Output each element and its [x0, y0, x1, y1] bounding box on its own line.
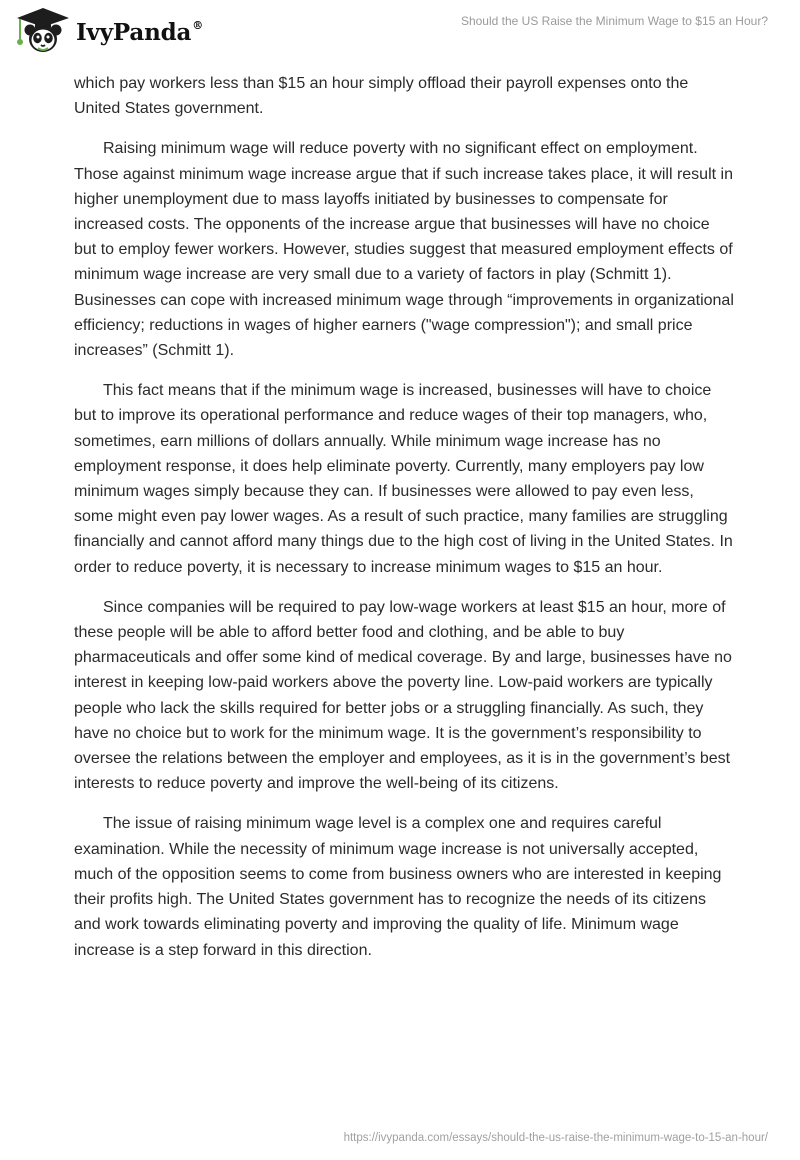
page-header: [0, 0, 800, 64]
document-title: Should the US Raise the Minimum Wage to $15 an Hour?: [460, 14, 768, 28]
essay-body: [74, 71, 734, 978]
source-url-link[interactable]: https://ivypanda.com/essays/should-the-us-raise-the-minimum-wage-to-15-an-hour/: [343, 1132, 768, 1144]
paragraph-3: This fact means that if the minimum wage is increased, businesses will have to choice but to improve its operational performance and reduce wages of their top managers, who, sometimes, earn millions of dollars annually. While minimum wage increase has no employment response, it does help eliminate poverty. Currently, many employers pay low minimum wages simply because they can. If businesses were allowed to pay even less, some might even pay lower wages. As a result of such practice, many families are struggling financially and cannot afford many things due to the high cost of living in the United States. In order to reduce poverty, it is necessary to increase minimum wages to $15 an hour.: [74, 382, 733, 576]
paragraph-5: The issue of raising minimum wage level is a complex one and requires careful examination. While the necessity of minimum wage increase is not universally accepted, much of the opposition seems to come from business owners who are interested in keeping their profits high. The United States government has to recognize the needs of its citizens and work towards eliminating poverty and improving the quality of life. Minimum wage increase is a step forward in this direction.: [74, 815, 722, 959]
paragraph-2: Raising minimum wage will reduce poverty with no significant effect on employment. Those against minimum wage increase argue that if such increase takes place, it will result in higher unemployment due to mass layoffs initiated by businesses to compensate for increased costs. The opponents of the increase argue that businesses will have no choice but to employ fewer workers. However, studies suggest that measured employment effects of minimum wage increase are very small due to a variety of factors in play (Schmitt 1). Businesses can cope with increased minimum wage through “improvements in organizational efficiency; reductions in wages of higher earners ("wage compression"); and small price increases” (Schmitt 1).: [74, 140, 734, 360]
paragraph-4: Since companies will be required to pay low-wage workers at least $15 an hour, more of these people will be able to afford better food and clothing, and be able to buy pharmaceuticals and offer some kind of medical coverage. By and large, businesses have no interest in keeping low-paid workers above the poverty line. Low-paid workers are typically people who lack the skills required for better jobs or a struggling financially. As such, they have no choice but to work for the minimum wage. It is the government’s responsibility to oversee the relations between the employer and employees, as it is in the government’s best interests to reduce poverty and improve the well-being of its citizens.: [74, 598, 732, 793]
trademark-symbol: ®: [192, 18, 203, 32]
ivypanda-logo[interactable]: [14, 6, 203, 56]
brand-name: IvyPanda®: [76, 18, 203, 46]
panda-graduate-icon: [14, 6, 72, 56]
paragraph-1: which pay workers less than $15 an hour simply offload their payroll expenses onto the United States government.: [74, 75, 689, 118]
